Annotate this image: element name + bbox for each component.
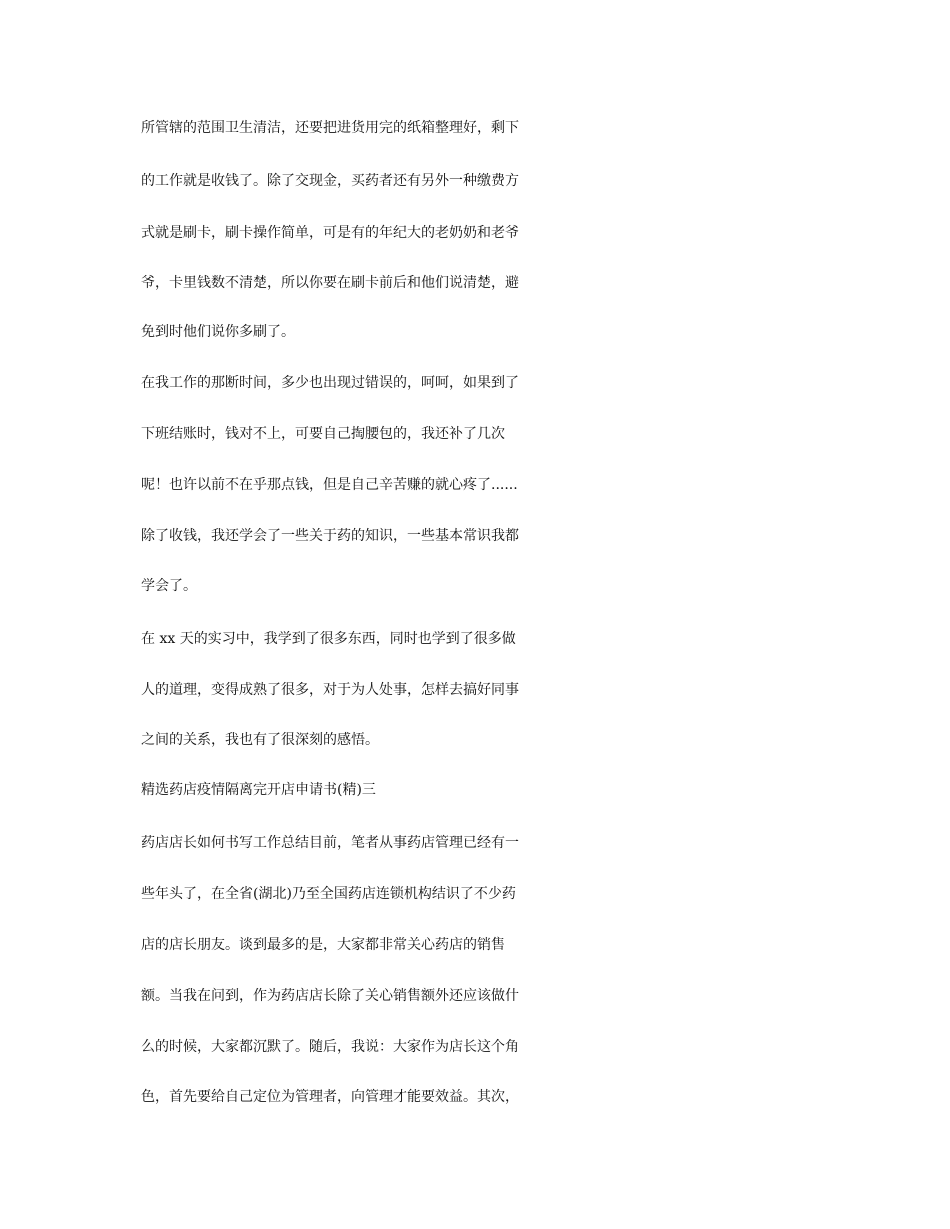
- text-line: 免到时他们说你多刷了。: [141, 324, 295, 340]
- text-line: 额。当我在问到，作为药店店长除了关心销售额外还应该做什: [141, 988, 519, 1004]
- text-line: 店的店长朋友。谈到最多的是，大家都非常关心药店的销售: [141, 937, 505, 953]
- text-line: 下班结账时，钱对不上，可要自己掏腰包的，我还补了几次: [141, 426, 505, 442]
- text-line: 式就是刷卡，刷卡操作简单，可是有的年纪大的老奶奶和老爷: [141, 225, 519, 241]
- text-line: 药店店长如何书写工作总结目前，笔者从事药店管理已经有一: [141, 835, 519, 851]
- text-line: 所管辖的范围卫生清洁，还要把进货用完的纸箱整理好，剩下: [141, 120, 519, 136]
- text-line: 呢！也许以前不在乎那点钱，但是自己辛苦赚的就心疼了......: [141, 477, 518, 493]
- text-line: 学会了。: [141, 578, 197, 594]
- text-line: 之间的关系，我也有了很深刻的感悟。: [141, 732, 379, 748]
- text-line: 爷，卡里钱数不清楚，所以你要在刷卡前后和他们说清楚，避: [141, 275, 519, 291]
- text-line: 些年头了，在全省(湖北)乃至全国药店连锁机构结识了不少药: [141, 886, 516, 902]
- text-line: 在 xx 天的实习中，我学到了很多东西，同时也学到了很多做: [141, 631, 516, 647]
- text-line: 在我工作的那断时间，多少也出现过错误的，呵呵，如果到了: [141, 375, 519, 391]
- text-line: 色，首先要给自己定位为管理者，向管理才能要效益。其次，: [141, 1089, 519, 1105]
- text-line: 的工作就是收钱了。除了交现金，买药者还有另外一种缴费方: [141, 173, 519, 189]
- text-line: 么的时候，大家都沉默了。随后，我说：大家作为店长这个角: [141, 1039, 519, 1055]
- section-heading: 精选药店疫情隔离完开店申请书(精)三: [141, 782, 376, 798]
- text-line: 人的道理，变得成熟了很多，对于为人处事，怎样去搞好同事: [141, 682, 519, 698]
- text-line: 除了收钱，我还学会了一些关于药的知识，一些基本常识我都: [141, 528, 519, 544]
